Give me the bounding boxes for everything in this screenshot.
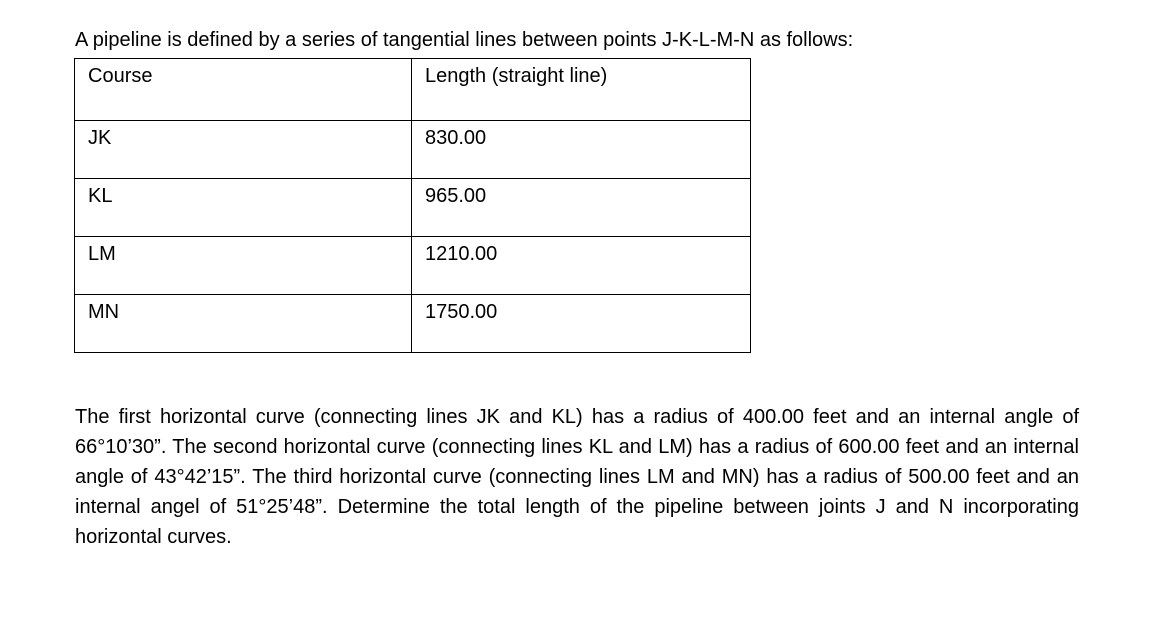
course-cell: LM bbox=[75, 237, 412, 295]
table-row bbox=[75, 179, 751, 237]
length-cell: 965.00 bbox=[412, 179, 751, 237]
problem-paragraph: The first horizontal curve (connecting lines JK and KL) has a radius of 400.00 feet and an internal angle of 66°10’30”. The second horizontal curve (connecting lines KL and LM) has a radius of 600.00 feet and an internal angle of 43°42’15”. The third horizontal curve (connecting lines LM and MN) has a radius of 500.00 feet and an internal angel of 51°25’48”. Determine the total length of the pipeline between joints J and N incorporating horizontal curves. bbox=[75, 406, 1079, 548]
table-row bbox=[75, 237, 751, 295]
length-cell: 830.00 bbox=[412, 121, 751, 179]
table-header-row bbox=[75, 59, 751, 121]
length-cell: 1750.00 bbox=[412, 295, 751, 353]
table-row bbox=[75, 121, 751, 179]
table-row bbox=[75, 295, 751, 353]
length-cell: 1210.00 bbox=[412, 237, 751, 295]
header-course: Course bbox=[75, 59, 412, 121]
course-cell: JK bbox=[75, 121, 412, 179]
course-cell: MN bbox=[75, 295, 412, 353]
intro-text: A pipeline is defined by a series of tangential lines between points J-K-L-M-N as follows: bbox=[75, 29, 854, 51]
header-length: Length (straight line) bbox=[412, 59, 751, 121]
course-cell: KL bbox=[75, 179, 412, 237]
course-length-table bbox=[74, 58, 751, 353]
